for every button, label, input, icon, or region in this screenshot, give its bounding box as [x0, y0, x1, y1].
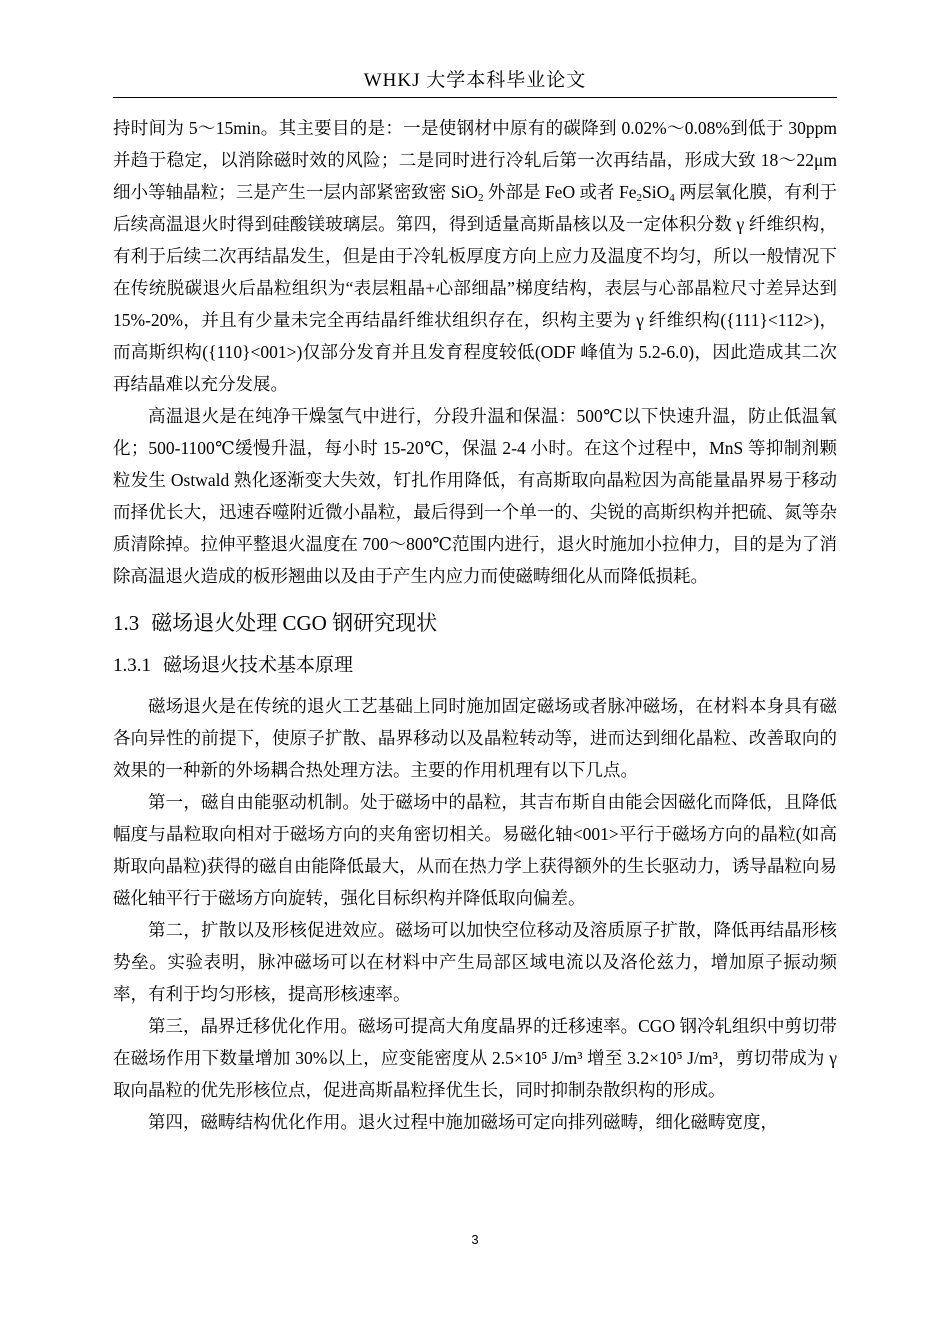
- paragraph-7: 第四，磁畴结构优化作用。退火过程中施加磁场可定向排列磁畴，细化磁畴宽度，: [148, 1112, 778, 1132]
- paragraph-4: 第一，磁自由能驱动机制。处于磁场中的晶粒，其吉布斯自由能会因磁化而降低，且降低幅度与晶粒取向相对于磁场方向的夹角密切相关。易磁化轴<001>平行于磁场方向的晶粒(如高斯取向晶粒)获得的磁自由能降低最大，从而在热力学上获得额外的生长驱动力，诱导晶粒向易磁化轴平行于磁场方向旋转，强化目标织构并降低取向偏差。: [113, 792, 837, 908]
- subsection-heading: [113, 650, 837, 682]
- section-title: 磁场退火处理 CGO 钢研究现状: [151, 611, 438, 635]
- document-body: [113, 112, 837, 1138]
- paragraph-3: 磁场退火是在传统的退火工艺基础上同时施加固定磁场或者脉冲磁场，在材料本身具有磁各向异性的前提下，使原子扩散、晶界移动以及晶粒转动等，进而达到细化晶粒、改善取向的效果的一种新的外场耦合热处理方法。主要的作用机理有以下几点。: [113, 696, 837, 780]
- paragraph-5: 第二，扩散以及形核促进效应。磁场可以加快空位移动及溶质原子扩散，降低再结晶形核势垒。实验表明，脉冲磁场可以在材料中产生局部区域电流以及洛伦兹力，增加原子振动频率，有利于均匀形核，提高形核速率。: [113, 920, 837, 1004]
- page-number: 3: [471, 1232, 479, 1247]
- paragraph-6: 第三，晶界迁移优化作用。磁场可提高大角度晶界的迁移速率。CGO 钢冷轧组织中剪切带在磁场作用下数量增加 30%以上，应变能密度从 2.5×10⁵ J/m³ 增至 3.2×10⁵ J/m³，剪切带成为 γ 取向晶粒的优先形核位点，促进高斯晶粒择优生长，同时抑制杂散织构的形成。: [113, 1016, 837, 1100]
- header-divider: [113, 97, 837, 98]
- section-heading: [113, 606, 837, 640]
- subsection-number: 1.3.1: [113, 655, 151, 676]
- subsection-title: 磁场退火技术基本原理: [163, 655, 354, 676]
- paragraph-2: 高温退火是在纯净干燥氢气中进行，分段升温和保温：500℃以下快速升温，防止低温氧化；500-1100℃缓慢升温，每小时 15-20℃，保温 2-4 小时。在这个过程中，MnS 等抑制剂颗粒发生 Ostwald 熟化逐渐变大失效，钉扎作用降低，有高斯取向晶粒因为高能量晶界易于移动而择优长大，迅速吞噬附近微小晶粒，最后得到一个单一的、尖锐的高斯织构并把硫、氮等杂质清除掉。拉伸平整退火温度在 700～800℃范围内进行，退火时施加小拉伸力，目的是为了消除高温退火造成的板形翘曲以及由于产生内应力而使磁畴细化从而降低损耗。: [113, 406, 837, 586]
- paragraph-1: 持时间为 5～15min。其主要目的是：一是使钢材中原有的碳降到 0.02%～0.08%到低于 30ppm 并趋于稳定，以消除磁时效的风险；二是同时进行冷轧后第一次再结晶，形成大致 18～22μm 细小等轴晶粒；三是产生一层内部紧密致密 SiO$_2$ 外部是 FeO 或者 $Fe_2SiO_4$ 两层氧化膜，有利于后续高温退火时得到硅酸镁玻璃层。第四，得到适量高斯晶核以及一定体积分数 γ 纤维织构，有利于后续二次再结晶发生，但是由于冷轧板厚度方向上应力及温度不均匀，所以一般情况下在传统脱碳退火后晶粒组织为“表层粗晶+心部细晶”梯度结构，表层与心部晶粒尺寸差异达到 15%-20%，并且有少量未完全再结晶纤维状组织存在，织构主要为 γ 纤维织构({111}<112>)，而高斯织构({110}<001>)仅部分发育并且发育程度较低(ODF 峰值为 5.2-6.0)，因此造成其二次再结晶难以充分发展。: [113, 118, 838, 394]
- section-number: 1.3: [113, 611, 140, 635]
- page-header: WHKJ 大学本科毕业论文: [363, 70, 587, 91]
